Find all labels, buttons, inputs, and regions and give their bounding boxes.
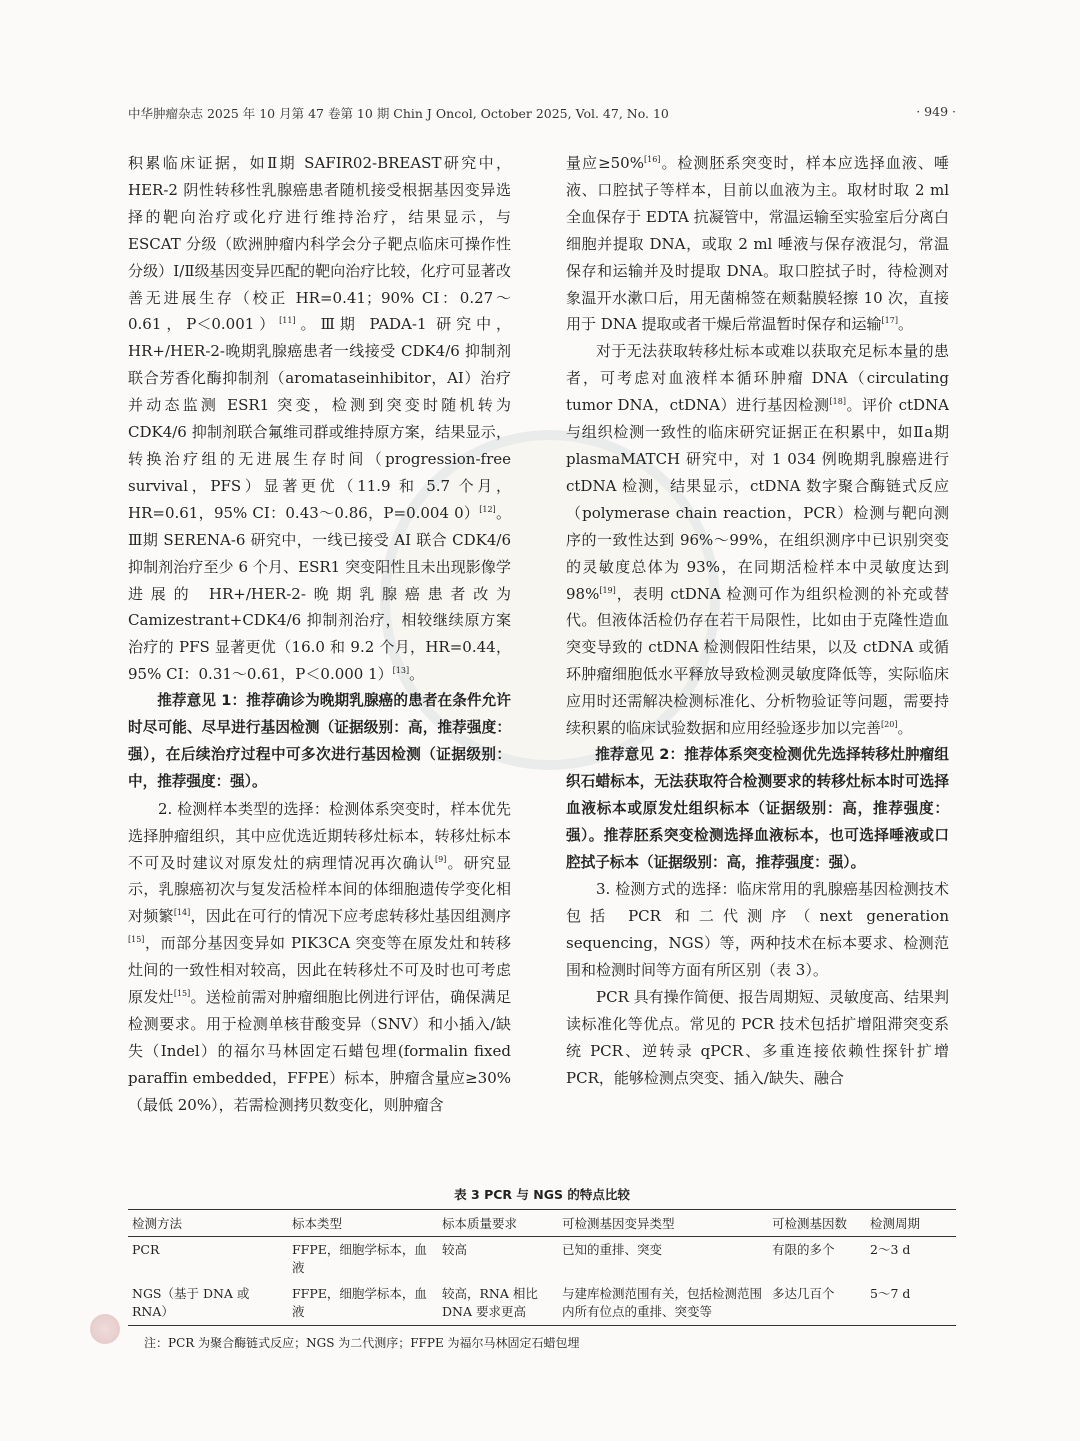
comparison-table xyxy=(128,1209,956,1326)
citation-ref: [9] xyxy=(435,854,447,864)
citation-ref: [15] xyxy=(128,935,145,945)
table-cell: NGS（基于 DNA 或 RNA） xyxy=(132,1286,250,1319)
citation-ref: [20] xyxy=(881,720,898,730)
citation-ref: [18] xyxy=(829,397,846,407)
table-note: 注：PCR 为聚合酶链式反应；NGS 为二代测序；FFPE 为福尔马林固定石蜡包埋 xyxy=(144,1336,580,1350)
text-run: 。评价 ctDNA 与组织检测一致性的临床研究证据正在积累中，如Ⅱa期 plasmaMATCH 研究中，对 1 034 例晚期乳腺癌进行 ctDNA 检测，结果显示，ctDNA 数字聚合酶链式反应（polymerase chain reaction，PCR）检测与靶向测序的一致性达到 96%～99%，在组织测序中已识别突变的灵敏度总体为 93%，在同期活检样本中灵敏度达到 98% xyxy=(566,396,949,603)
left-column xyxy=(128,150,511,1119)
table-cell: 较高，RNA 相比 DNA 要求更高 xyxy=(442,1286,538,1319)
recommendation-2: 推荐意见 2：推荐体系突变检测优先选择转移灶肿瘤组织石蜡标本，无法获取符合检测要求的转移灶标本时可选择血液标本或原发灶组织标本（证据级别：高，推荐强度：强）。推荐胚系突变检测选择血液标本，也可选择唾液或口腔拭子标本（证据级别：高，推荐强度：强）。 xyxy=(566,745,949,871)
citation-ref: [15] xyxy=(173,989,191,999)
text-run: ，因此在可行的情况下应考虑转移灶基因组测序 xyxy=(190,907,511,926)
text-run: 2. 检测样本类型的选择：检测体系突变时，样本优先选择肿瘤组织，其中应优选近期转移灶标本，转移灶标本不可及时建议对原发灶的病理情况再次确认 xyxy=(128,799,511,872)
table-cell: 2～3 d xyxy=(870,1242,911,1257)
paragraph-ctdna xyxy=(566,338,949,742)
table-title: 表 3 PCR 与 NGS 的特点比较 xyxy=(454,1187,630,1202)
table-header-cell: 可检测基因数 xyxy=(772,1216,848,1231)
text-run: 量应≥50% xyxy=(566,154,644,172)
table-cell: 5～7 d xyxy=(870,1286,911,1301)
right-column xyxy=(566,150,949,1092)
text-run: 。Ⅲ期 PADA-1 研究中，HR+/HER-2-晚期乳腺癌患者一线接受 CDK4/6 抑制剂联合芳香化酶抑制剂（aromataseinhibitor，AI）治疗并动态监测 ESR1 突变，检测到突变时随机转为 CDK4/6 抑制剂联合氟维司群或维持原方案，结果显示，转换治疗组的无进展生存时间（progression-free survival，PFS）显著更优（11.9 和 5.7 个月，HR=0.61，95% CI：0.43～0.86，P=0.004 0） xyxy=(128,315,511,522)
page-header xyxy=(128,104,956,124)
table-cell: 多达几百个 xyxy=(772,1286,835,1301)
table-cell: FFPE，细胞学标本，血液 xyxy=(292,1286,427,1319)
citation-ref: [16] xyxy=(643,155,661,164)
journal-citation: 中华肿瘤杂志 2025 年 10 月第 47 卷第 10 期 Chin J Oncol, October 2025, Vol. 47, No. 10 xyxy=(128,106,669,121)
table-header-cell: 标本类型 xyxy=(292,1216,343,1231)
citation-ref: [14] xyxy=(173,908,191,918)
paragraph-sample-type xyxy=(128,796,511,1119)
citation-ref: [11] xyxy=(279,316,296,326)
citation-ref: [12] xyxy=(479,504,496,514)
citation-ref: [19] xyxy=(599,585,616,595)
table-cell: 已知的重排、突变 xyxy=(562,1242,663,1257)
text-run: 。送检前需对肿瘤细胞比例进行评估，确保满足检测要求。用于检测单核苷酸变异（SNV）和小插入/缺失（Indel）的福尔马林固定石蜡包埋(formalin fixed paraffin embedded，FFPE）标本，肿瘤含量应≥30%（最低 20%），若需检测拷贝数变化，则肿瘤含 xyxy=(128,988,511,1114)
table-header-row xyxy=(128,1210,956,1237)
paragraph-method: 3. 检测方式的选择：临床常用的乳腺癌基因检测技术包括 PCR 和二代测序（next generation sequencing，NGS）等，两种技术在标本要求、检测范围和检测时间等方面有所区别（表 3）。 xyxy=(566,880,949,980)
text-run: 。检测胚系突变时，样本应选择血液、唾液、口腔拭子等样本，目前以血液为主。取材时取 2 ml 全血保存于 EDTA 抗凝管中，常温运输至实验室后分离白细胞并提取 DNA，或取 2 ml 唾液与保存液混匀，常温保存和运输并及时提取 DNA。取口腔拭子时，待检测对象温开水漱口后，用无菌棉签在颊黏膜轻擦 10 次，直接用于 DNA 提取或者干燥后常温暂时保存和运输 xyxy=(566,154,949,334)
paragraph-germline xyxy=(566,150,949,338)
text-run: 积累临床证据，如Ⅱ期 SAFIR02-BREAST研究中，HER-2 阴性转移性乳腺癌患者随机接受根据基因变异选择的靶向治疗或化疗进行维持治疗，结果显示，与 ESCAT 分级（欧洲肿瘤内科学会分子靶点临床可操作性分级）Ⅰ/Ⅱ级基因变异匹配的靶向治疗比较，化疗可显著改善无进展生存（校正 HR=0.41；90% CI：0.27～0.61，P＜0.001） xyxy=(128,154,511,334)
table-cell: 有限的多个 xyxy=(772,1242,835,1257)
text-run: ，而部分基因变异如 PIK3CA 突变等在原发灶和转移灶间的一致性相对较高，因此在转移灶不可及时也可考虑原发灶 xyxy=(128,934,511,1007)
text-run: 。 xyxy=(897,719,913,738)
text-run: 。Ⅲ期 SERENA-6 研究中，一线已接受 AI 联合 CDK4/6 抑制剂治疗至少 6 个月、ESR1 突变阳性且未出现影像学进展的 HR+/HER-2-晚期乳腺癌患者改为 Camizestrant+CDK4/6 抑制剂治疗，相较继续原方案治疗的 PFS 显著更优（16.0 和 9.2 个月，HR=0.44，95% CI：0.31～0.61，P＜0.000 1） xyxy=(128,503,511,684)
text-run: 。研究显示，乳腺癌初次与复发活检样本间的体细胞遗传学变化相对频繁 xyxy=(128,853,511,926)
paragraph-pcr: PCR 具有操作简便、报告周期短、灵敏度高、结果判读标准化等优点。常见的 PCR 技术包括扩增阻滞突变系统 PCR、逆转录 qPCR、多重连接依赖性探针扩增 PCR，能够检测点突变、插入/缺失、融合 xyxy=(566,988,949,1087)
recommendation-1: 推荐意见 1：推荐确诊为晚期乳腺癌的患者在条件允许时尽可能、尽早进行基因检测（证据级别：高，推荐强度：强），在后续治疗过程中可多次进行基因检测（证据级别：中，推荐强度：强）。 xyxy=(128,692,511,790)
publisher-watermark xyxy=(90,1312,510,1352)
publisher-logo-icon xyxy=(90,1314,120,1344)
text-run: 。 xyxy=(897,315,913,334)
table-header-cell: 标本质量要求 xyxy=(442,1216,518,1231)
paragraph-evidence xyxy=(128,150,511,688)
table-cell: 较高 xyxy=(442,1242,468,1257)
text-run: 。 xyxy=(409,665,425,684)
table-header-cell: 可检测基因变异类型 xyxy=(562,1216,675,1231)
table-header-cell: 检测方法 xyxy=(132,1216,183,1231)
table-row xyxy=(128,1237,956,1282)
table-cell: FFPE，细胞学标本，血液 xyxy=(292,1242,427,1275)
page-number: · 949 · xyxy=(916,104,956,119)
citation-ref: [13] xyxy=(392,666,410,676)
table-cell: PCR xyxy=(132,1242,160,1257)
citation-ref: [17] xyxy=(881,316,898,326)
table-header-cell: 检测周期 xyxy=(870,1216,921,1231)
table-cell: 与建库检测范围有关，包括检测范围内所有位点的重排、突变等 xyxy=(562,1286,763,1319)
text-run: 对于无法获取转移灶标本或难以获取充足标本量的患者，可考虑对血液样本循环肿瘤 DNA（circulating tumor DNA，ctDNA）进行基因检测 xyxy=(566,342,949,415)
text-run: ，表明 ctDNA 检测可作为组织检测的补充或替代。但液体活检仍存在若干局限性，比如由于克隆性造血突变导致的 ctDNA 检测假阳性结果，以及 ctDNA 或循环肿瘤细胞低水平释放导致检测灵敏度降低等，实际临床应用时还需解决检测标准化、分析物验证等问题，需要持续积累的临床试验数据和应用经验逐步加以完善 xyxy=(566,584,949,738)
